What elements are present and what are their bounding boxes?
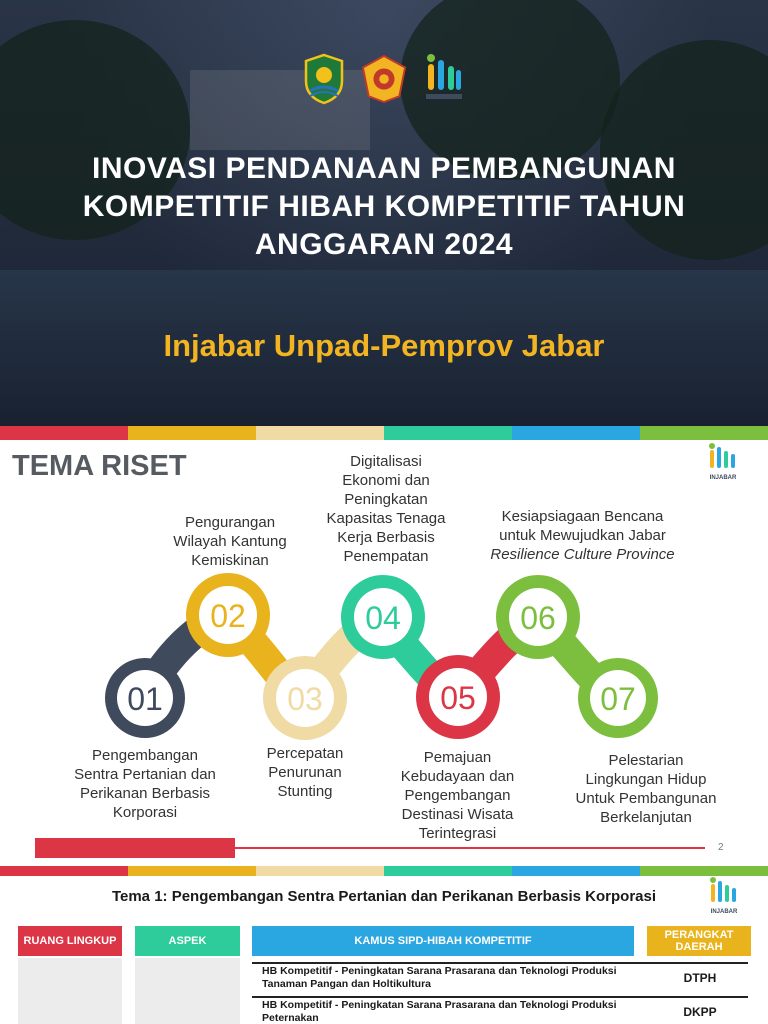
theme-1-slide xyxy=(0,876,768,1024)
theme-label-03: Percepatan Penurunan Stunting xyxy=(266,745,344,800)
cover-title: INOVASI PENDANAAN PEMBANGUNAN KOMPETITIF HIBAH KOMPETITIF TAHUN ANGGARAN 2024 xyxy=(82,152,686,261)
footer-accent-bar xyxy=(35,838,235,858)
slide-title: TEMA RISET xyxy=(12,450,187,482)
theme-label-02: Pengurangan Wilayah Kantung Kemiskinan xyxy=(173,514,287,569)
color-strip xyxy=(0,866,768,876)
theme-label-01: Pengembangan Sentra Pertanian dan Perikanan Berbasis Korporasi xyxy=(74,747,216,821)
injabar-logo xyxy=(707,876,741,916)
row-organization: DTPH xyxy=(683,971,717,985)
color-strip xyxy=(0,426,768,440)
theme-number: 06 xyxy=(520,600,556,636)
theme-number: 03 xyxy=(287,681,323,717)
header-aspek: ASPEK xyxy=(135,926,240,956)
theme-node-07 xyxy=(578,658,658,738)
aspek-column xyxy=(135,958,240,1024)
theme-number: 05 xyxy=(440,680,476,716)
page-number: 2 xyxy=(718,842,724,853)
theme-number: 02 xyxy=(210,598,246,634)
table-row xyxy=(252,996,748,1024)
theme-node-01 xyxy=(105,658,185,738)
logo-row xyxy=(0,52,768,106)
cover-subtitle: Injabar Unpad-Pemprov Jabar xyxy=(163,328,605,363)
header-kamus-sipd: KAMUS SIPD-HIBAH KOMPETITIF xyxy=(252,926,634,956)
logo-caption: INJABAR xyxy=(709,475,737,481)
logo-caption: INJABAR xyxy=(710,909,738,915)
theme-label-04: Digitalisasi Ekonomi dan Peningkatan Kapasitas Tenaga Kerja Berbasis Penempatan xyxy=(326,453,446,565)
injabar-logo xyxy=(421,52,467,106)
theme-number: 07 xyxy=(600,681,636,717)
row-description: HB Kompetitif - Peningkatan Sarana Prasarana dan Teknologi Produksi Peternakan xyxy=(262,999,617,1024)
theme-number: 04 xyxy=(365,600,401,636)
header-perangkat-daerah: PERANGKAT DAERAH xyxy=(647,926,751,956)
theme-node-05 xyxy=(416,655,500,739)
slide-title: Tema 1: Pengembangan Sentra Pertanian dan Perikanan Berbasis Korporasi xyxy=(111,888,657,905)
theme-label-06 xyxy=(475,507,690,564)
theme-node-04 xyxy=(341,575,425,659)
header-ruang-lingkup: RUANG LINGKUP xyxy=(18,926,122,956)
theme-label-06-italic: Resilience Culture Province xyxy=(490,546,675,563)
table-row xyxy=(252,962,748,994)
theme-node-02 xyxy=(186,573,270,657)
footer-line xyxy=(235,847,705,849)
west-java-province-logo xyxy=(301,52,347,106)
theme-node-03 xyxy=(263,656,347,740)
theme-number: 01 xyxy=(127,681,163,717)
research-themes-slide xyxy=(0,440,768,865)
cover-hero xyxy=(0,0,768,426)
unpad-logo xyxy=(361,52,407,106)
theme-label-05: Pemajuan Kebudayaan dan Pengembangan Destinasi Wisata Terintegrasi xyxy=(400,749,515,842)
theme-label-07: Pelestarian Lingkungan Hidup Untuk Pembangunan Berkelanjutan xyxy=(575,752,717,826)
theme-label-06-text: Kesiapsiagaan Bencana untuk Mewujudkan Jabar xyxy=(499,508,666,544)
row-organization: DKPP xyxy=(683,1005,717,1019)
theme-node-06 xyxy=(496,575,580,659)
ruang-lingkup-column xyxy=(18,958,122,1024)
row-description: HB Kompetitif - Peningkatan Sarana Prasarana dan Teknologi Produksi Tanaman Pangan dan Holtikultura xyxy=(262,965,617,990)
